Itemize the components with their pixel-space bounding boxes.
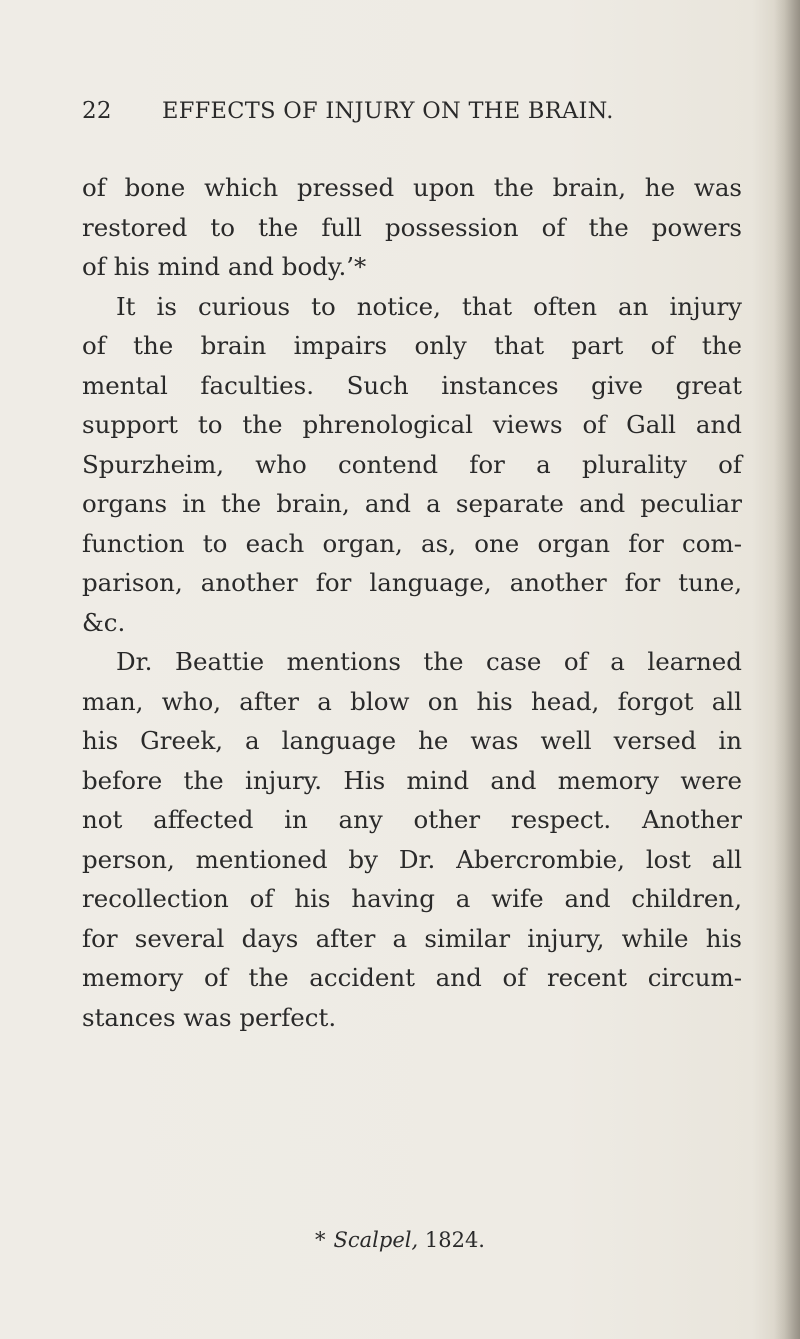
text-line: not affected in any other respect. Another [82,805,742,834]
text-line: &c. [82,607,126,637]
text-line: memory of the accident and of recent circum- [82,963,742,992]
text-line: of the brain impairs only that part of the [82,331,742,360]
text-line: Dr. Beattie mentions the case of a learned [116,647,742,676]
text-line: organs in the brain, and a separate and peculiar [82,489,742,518]
running-title: EFFECTS OF INJURY ON THE BRAIN. [162,98,614,124]
text-line: his Greek, a language he was well versed in [82,726,742,755]
text-line: mental faculties. Such instances give great [82,370,742,400]
body-text [82,168,742,1037]
footnote-source: Scalpel, [333,1228,419,1252]
text-line: of bone which pressed upon the brain, he was [82,173,742,202]
text-line: for several days after a similar injury, while his [82,923,742,953]
text-line: man, who, after a blow on his head, forgot all [82,686,742,716]
page-number: 22 [82,98,112,124]
text-line: Spurzheim, who contend for a plurality of [82,449,742,479]
page-edge-shadow [774,0,800,1339]
footnote-year: 1824. [424,1228,485,1252]
text-line: function to each organ, as, one organ for com- [82,528,742,558]
text-line: It is curious to notice, that often an injury [116,291,742,321]
text-line: parison, another for language, another for tune, [82,568,742,597]
text-line: recollection of his having a wife and children, [82,884,742,913]
text-line: person, mentioned by Dr. Abercrombie, lost all [82,844,742,874]
text-line: of his mind and body.’* [82,252,367,281]
text-line: stances was perfect. [82,1002,337,1032]
text-line: before the injury. His mind and memory were [82,765,742,795]
page-header [82,98,722,138]
text-line: restored to the full possession of the powers [82,212,742,242]
footnote [0,1228,800,1252]
footnote-marker: * [315,1228,326,1252]
text-line: support to the phrenological views of Gall and [82,410,742,439]
